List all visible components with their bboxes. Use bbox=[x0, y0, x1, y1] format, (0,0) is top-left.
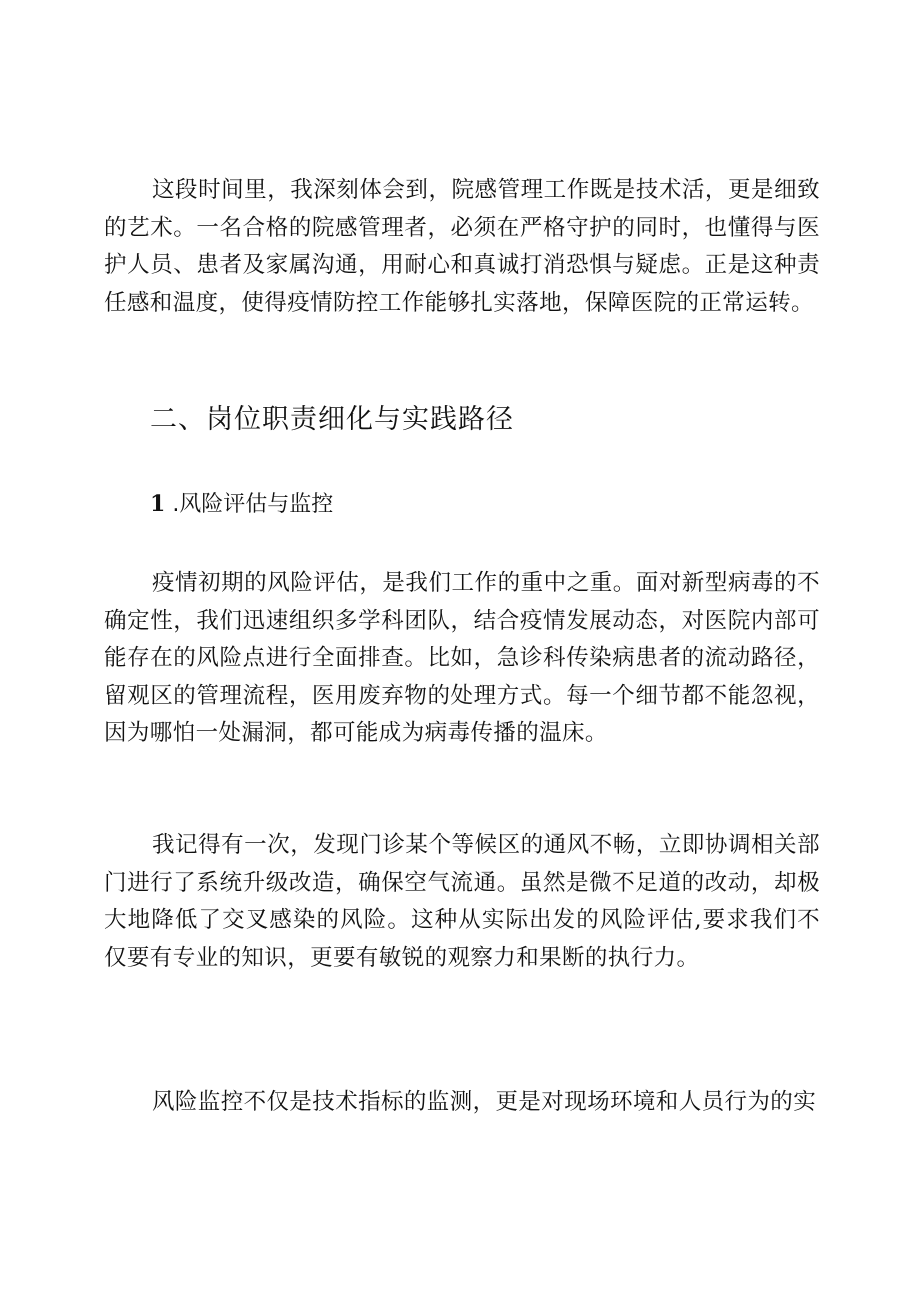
paragraph-ventilation-example: 我记得有一次，发现门诊某个等候区的通风不畅，立即协调相关部门进行了系统升级改造，确保空气流通。虽然是微不足道的改动，却极大地降低了交叉感染的风险。这种从实际出发的风险评估,要求我们不仅要有专业的知识，更要有敏锐的观察力和果断的执行力。 bbox=[104, 832, 820, 971]
paragraph-risk-monitoring: 风险监控不仅是技术指标的监测，更是对现场环境和人员行为的实 bbox=[152, 1089, 817, 1115]
section-heading: 二、岗位职责细化与实践路径 bbox=[150, 404, 514, 435]
paragraph-reflection: 这段时间里，我深刻体会到，院感管理工作既是技术活，更是细致的艺术。一名合格的院感管理者，必须在严格守护的同时，也懂得与医护人员、患者及家属沟通，用耐心和真诚打消恐惧与疑虑。正是这种责任感和温度，使得疫情防控工作能够扎实落地，保障医院的正常运转。 bbox=[104, 177, 820, 316]
paragraph-risk-assessment: 疫情初期的风险评估，是我们工作的重中之重。面对新型病毒的不确定性，我们迅速组织多学科团队，结合疫情发展动态，对医院内部可能存在的风险点进行全面排查。比如，急诊科传染病患者的流动路径，留观区的管理流程，医用废弃物的处理方式。每一个细节都不能忽视，因为哪怕一处漏洞，都可能成为病毒传播的温床。 bbox=[104, 570, 820, 746]
subsection-heading bbox=[150, 486, 333, 523]
subsection-title: .风险评估与监控 bbox=[172, 492, 334, 517]
subsection-number: 1 bbox=[150, 491, 166, 517]
